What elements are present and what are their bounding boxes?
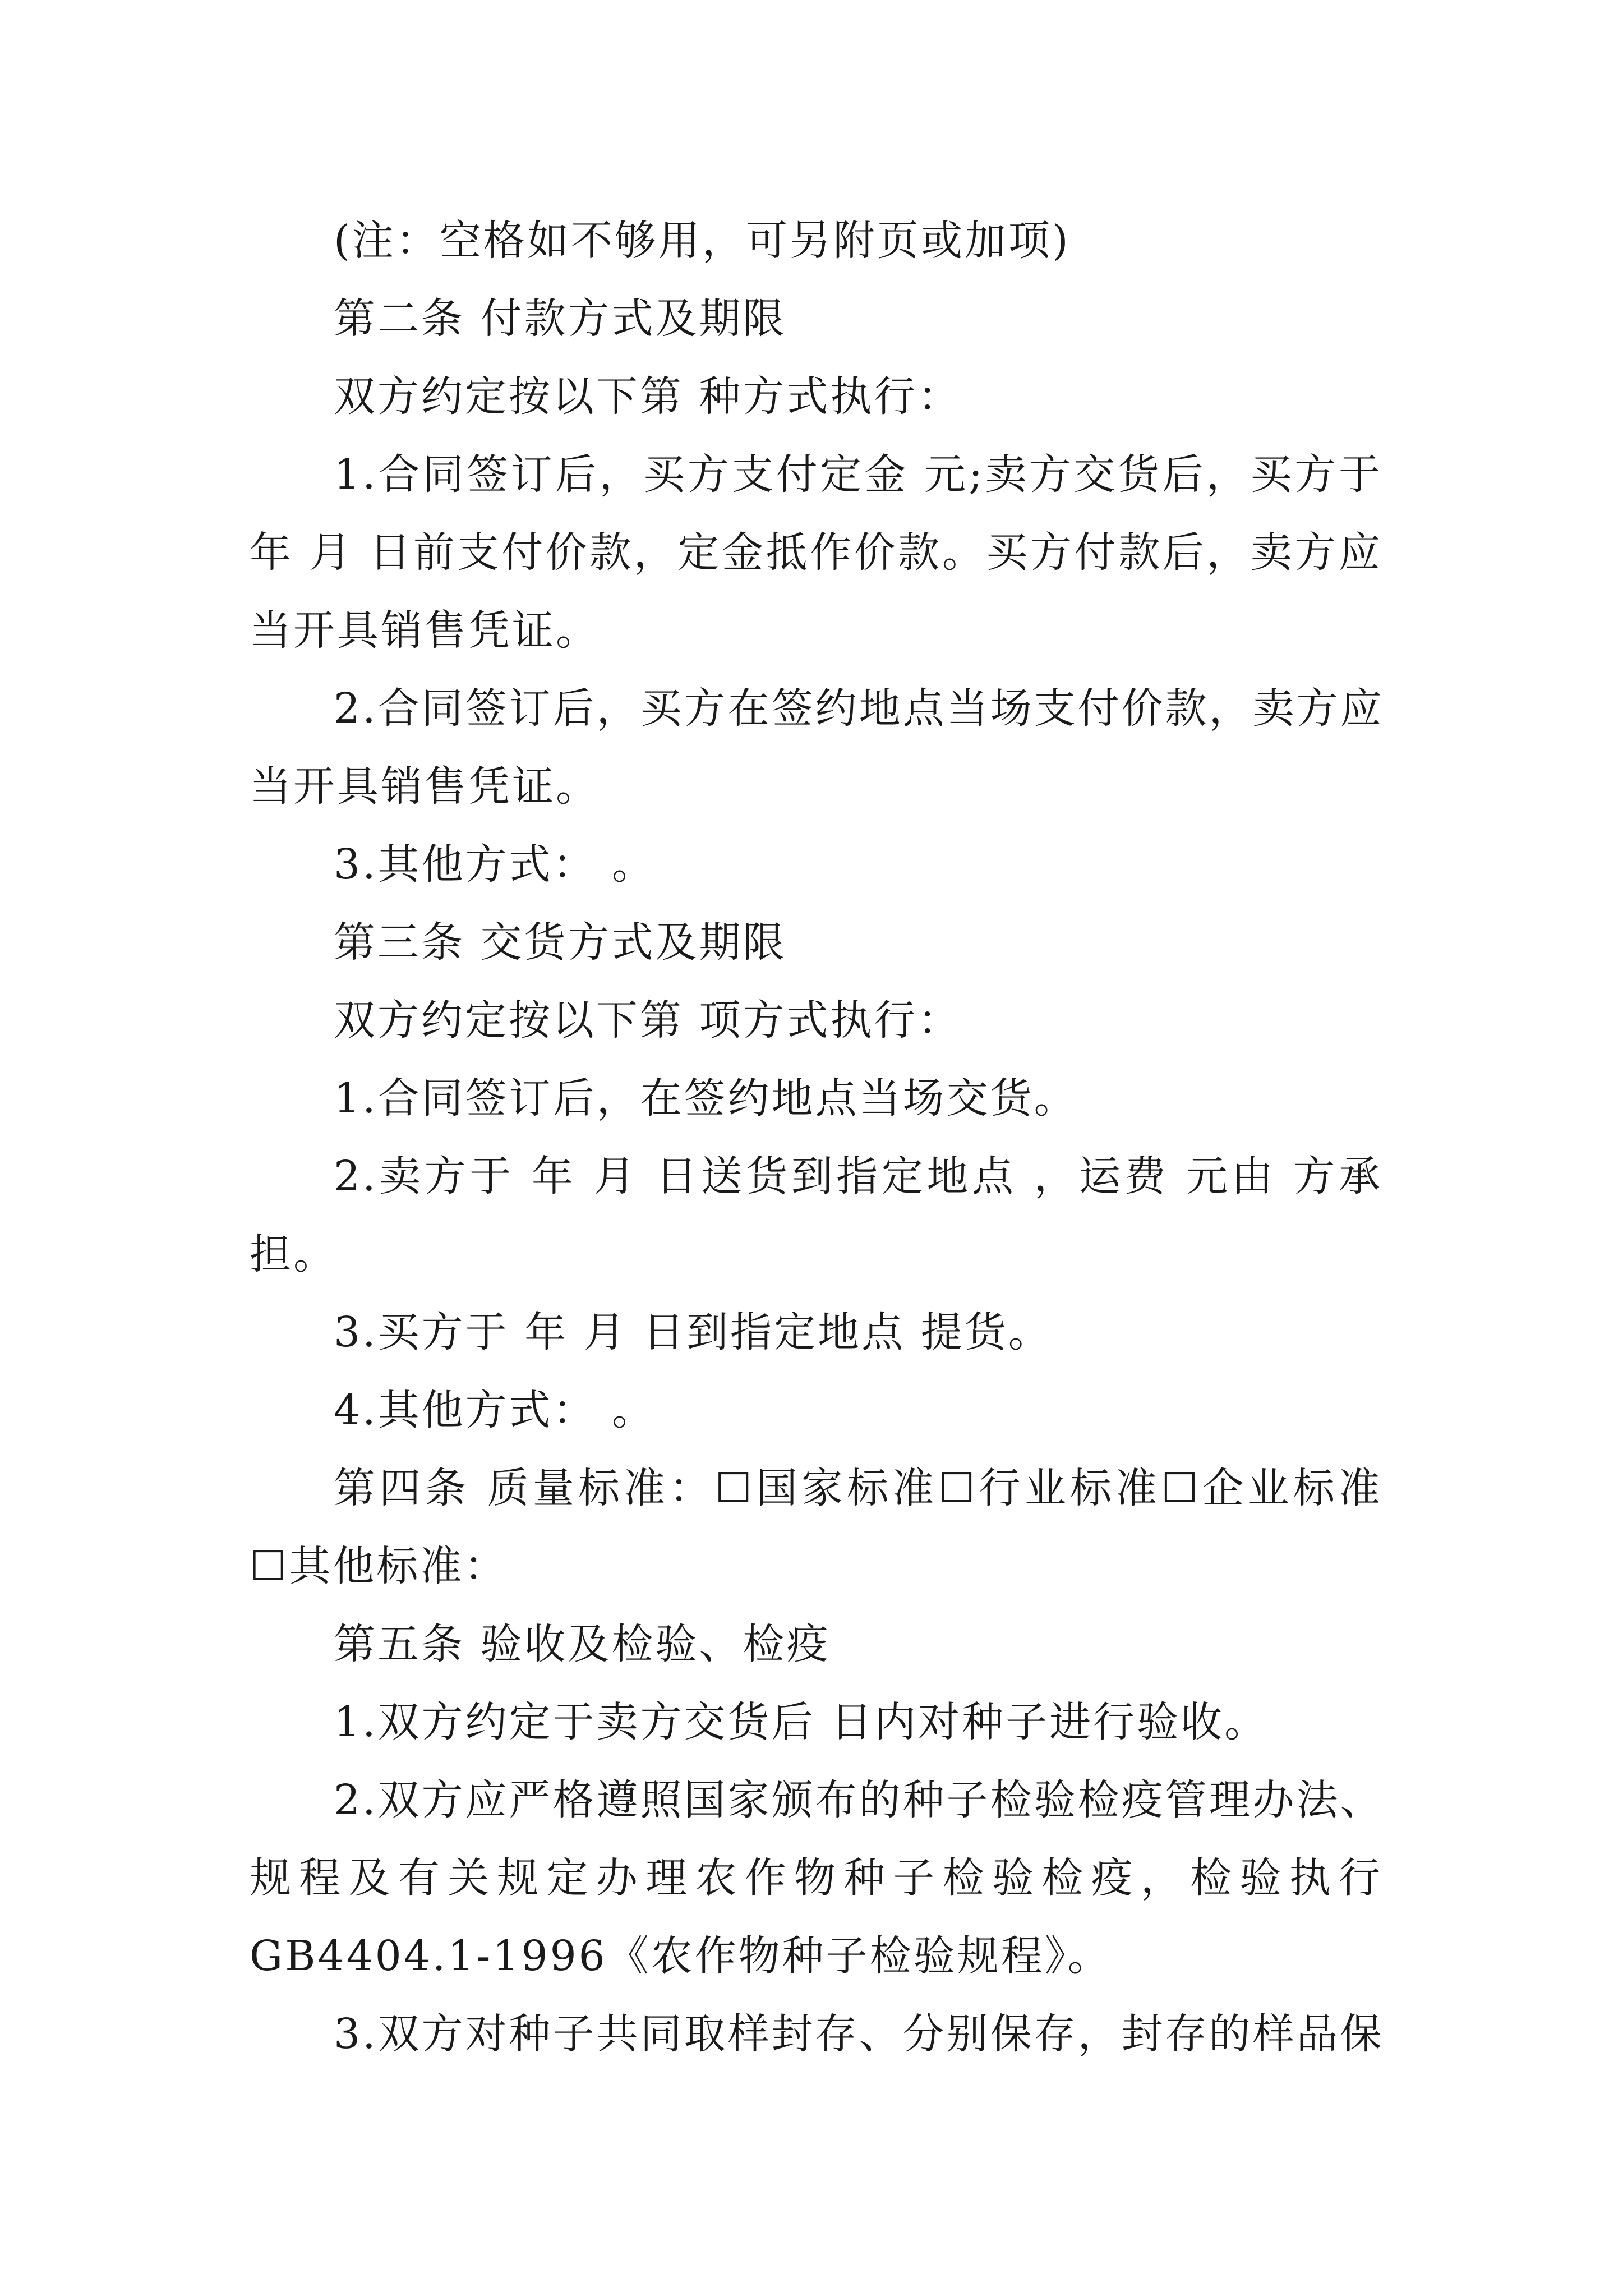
paragraph-line: 3.其他方式： 。 (334, 840, 656, 889)
paragraph-line: 2.双方应严格遵照国家颁布的种子检验检疫管理办法、 (334, 1776, 1384, 1824)
paragraph-line: 双方约定按以下第 项方式执行： (334, 996, 962, 1045)
paragraph-line: 3.买方于 年 月 日到指定地点 提货。 (334, 1308, 1052, 1356)
paragraph-line: 年 月 日前支付价款，定金抵作价款。买方付款后，卖方应 (250, 528, 1382, 577)
contract-text-body (250, 202, 1382, 2073)
article-4-heading: 第四条 质量标准：☐国家标准☐行业标准☐企业标准 (334, 1464, 1382, 1512)
article-2-heading: 第二条 付款方式及期限 (334, 295, 787, 343)
paragraph-line: 担。 (250, 1230, 337, 1278)
paragraph-line: 1.合同签订后，在签约地点当场交货。 (334, 1074, 1078, 1122)
paragraph-line: 规程及有关规定办理农作物种子检验检疫，检验执行 (250, 1854, 1382, 1902)
article-3-heading: 第三条 交货方式及期限 (334, 918, 787, 967)
paragraph-line: 双方约定按以下第 种方式执行： (334, 372, 962, 421)
paragraph-line: 2.合同签订后，买方在签约地点当场支付价款，卖方应 (334, 684, 1384, 733)
paragraph-line: 当开具销售凭证。 (250, 606, 600, 655)
article-5-heading: 第五条 验收及检验、检疫 (334, 1620, 831, 1668)
note-line: (注：空格如不够用，可另附页或加项) (334, 217, 1071, 265)
paragraph-line: 4.其他方式： 。 (334, 1386, 656, 1434)
paragraph-line: 2.卖方于 年 月 日送货到指定地点 ，运费 元由 方承 (334, 1152, 1382, 1200)
paragraph-line: 1.双方约定于卖方交货后 日内对种子进行验收。 (334, 1698, 1269, 1746)
paragraph-line: 当开具销售凭证。 (250, 762, 600, 811)
paragraph-line: 3.双方对种子共同取样封存、分别保存，封存的样品保 (334, 2010, 1384, 2058)
paragraph-line: ☐其他标准： (250, 1542, 508, 1590)
paragraph-line: 1.合同签订后，买方支付定金 元;卖方交货后，买方于 (334, 450, 1382, 499)
paragraph-line: GB4404.1-1996《农作物种子检验规程》。 (250, 1932, 1112, 1980)
